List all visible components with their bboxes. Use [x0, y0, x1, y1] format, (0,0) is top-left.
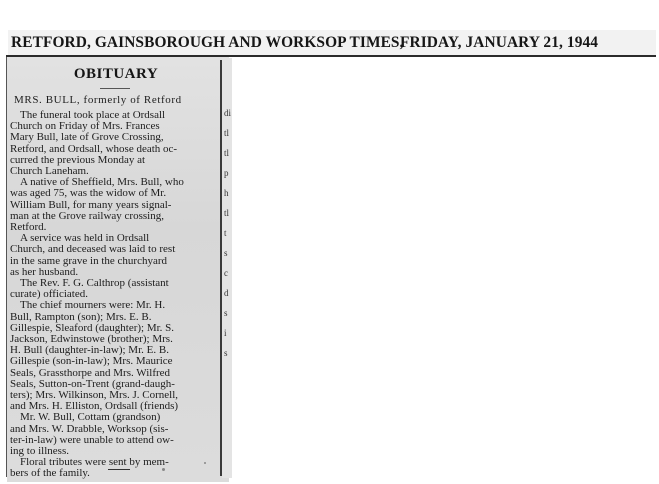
article-line: Jackson, Edwinstowe (brother); Mrs. [10, 333, 173, 345]
article-line: Seals, Grassthorpe and Mrs. Wilfred [10, 366, 171, 379]
article-line: A native of Sheffield, Mrs. Bull, who [20, 176, 184, 189]
edge-fragment: d [224, 288, 229, 298]
article-line: curate) officiated. [10, 288, 88, 301]
article-line: William Bull, for many years signal- [10, 198, 172, 211]
article-line: and Mrs. W. Drabble, Worksop (sis- [10, 422, 169, 435]
masthead-date: FRIDAY, JANUARY 21, 1944 [400, 34, 599, 51]
edge-fragment: t [224, 228, 227, 238]
edge-fragment: p [224, 168, 229, 178]
edge-fragment: tl [224, 148, 230, 158]
article-line: ing to illness. [10, 445, 69, 457]
print-speck [204, 462, 206, 464]
article-line: Seals, Sutton-on-Trent (grand-daugh- [10, 377, 175, 390]
edge-fragment: di [224, 108, 232, 118]
article-line: Floral tributes were sent by mem- [20, 456, 169, 469]
article-line: The Rev. F. G. Calthrop (assistant [20, 277, 169, 289]
article-line: Mary Bull, late of Grove Crossing, [10, 131, 164, 144]
masthead-paper-name: RETFORD, GAINSBOROUGH AND WORKSOP TIMES, [11, 34, 404, 51]
article-line: and Mrs. H. Elliston, Ordsall (friends) [10, 400, 179, 413]
article-line: as her husband. [10, 265, 79, 278]
edge-fragment: h [224, 188, 229, 198]
article-line: curred the previous Monday at [10, 153, 146, 166]
edge-fragment: tl [224, 208, 230, 218]
article-line: The chief mourners were: Mr. H. [20, 299, 166, 312]
article-line: in the same grave in the churchyard [10, 254, 167, 267]
print-speck [162, 468, 165, 471]
article-line: Bull, Rampton (son); Mrs. E. B. [10, 310, 152, 323]
article-line: H. Bull (daughter-in-law); Mr. E. B. [10, 344, 169, 357]
article-line: The funeral took place at Ordsall [20, 109, 166, 121]
article-line: Gillespie (son-in-law); Mrs. Maurice [10, 355, 173, 368]
article-line: Church, and deceased was laid to rest [10, 243, 176, 256]
article-line: Church Laneham. [10, 165, 89, 177]
article-line: bers of the family. [10, 467, 90, 480]
article-line: Retford. [10, 221, 47, 233]
article-line: was aged 75, was the widow of Mr. [10, 187, 167, 200]
article-line: man at the Grove railway crossing, [10, 209, 164, 222]
article-line: ter-in-law) were unable to attend ow- [10, 433, 174, 446]
title-rule [100, 88, 130, 89]
article-line: Gillespie, Sleaford (daughter); Mr. S. [10, 321, 175, 334]
edge-fragment: c [224, 268, 228, 278]
section-title: OBITUARY [73, 66, 159, 82]
article-line: Mr. W. Bull, Cottam (grandson) [20, 411, 161, 424]
article-line: ters); Mrs. Wilkinson, Mrs. J. Cornell, [10, 389, 179, 401]
article-line: A service was held in Ordsall [20, 232, 150, 245]
article-line: Church on Friday of Mrs. Frances [10, 120, 160, 133]
article-line: Retford, and Ordsall, whose death oc- [10, 142, 178, 155]
edge-fragment: i [224, 328, 227, 338]
edge-fragment: s [224, 248, 228, 258]
masthead [8, 30, 656, 56]
article-subheading: MRS. BULL, formerly of Retford [14, 94, 182, 106]
edge-fragment: s [224, 348, 228, 358]
edge-fragment: tl [224, 128, 230, 138]
edge-fragment: s [224, 308, 228, 318]
end-rule [108, 469, 130, 470]
